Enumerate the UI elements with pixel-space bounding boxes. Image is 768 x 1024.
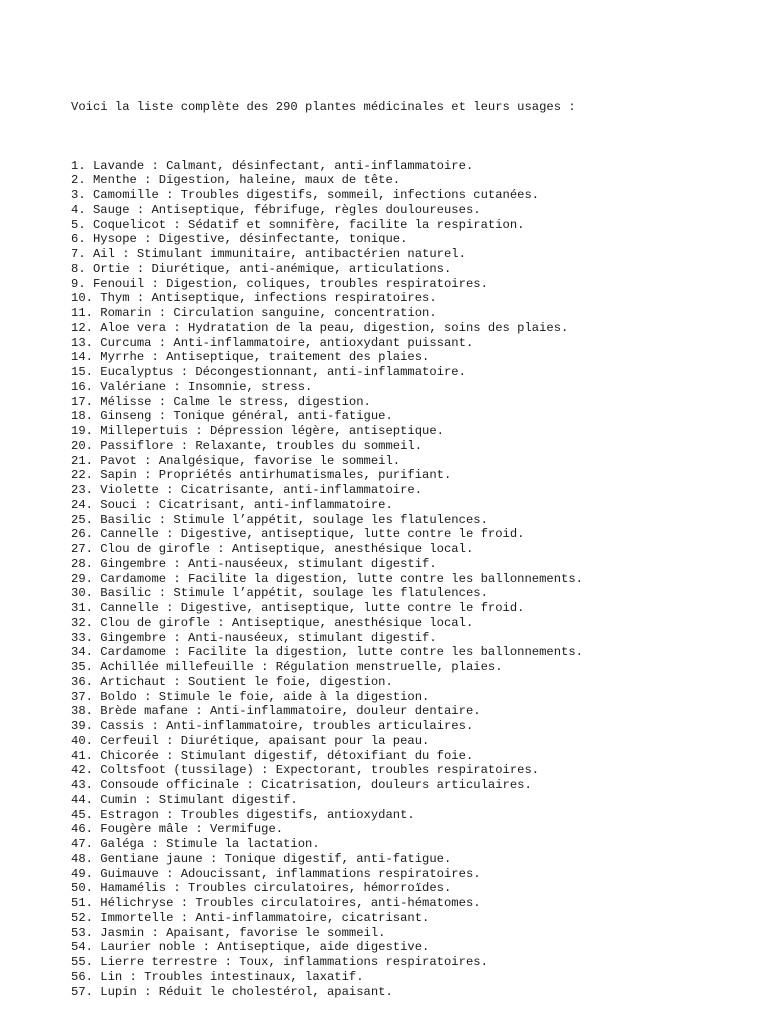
list-item: 2. Menthe : Digestion, haleine, maux de tête. [71, 173, 401, 188]
list-item: 50. Hamamélis : Troubles circulatoires, hémorroïdes. [71, 881, 452, 896]
list-item: 16. Valériane : Insomnie, stress. [71, 379, 313, 394]
list-item: 42. Coltsfoot (tussilage) : Expectorant, troubles respiratoires. [71, 763, 540, 778]
list-item: 20. Passiflore : Relaxante, troubles du sommeil. [71, 438, 423, 453]
list-item: 9. Fenouil : Digestion, coliques, troubles respiratoires. [71, 276, 488, 291]
list-item: 23. Violette : Cicatrisante, anti-inflammatoire. [71, 483, 423, 497]
list-item: 44. Cumin : Stimulant digestif. [71, 792, 298, 807]
list-item: 32. Clou de girofle : Antiseptique, anesthésique local. [71, 615, 474, 630]
list-item: 1. Lavande : Calmant, désinfectant, anti-inflammatoire. [71, 158, 474, 173]
list-item: 56. Lin : Troubles intestinaux, laxatif. [71, 969, 364, 984]
list-item: 14. Myrrhe : Antiseptique, traitement des plaies. [71, 350, 430, 365]
list-item: 55. Lierre terrestre : Toux, inflammations respiratoires. [71, 955, 488, 969]
list-item: 28. Gingembre : Anti-nauséeux, stimulant digestif. [71, 556, 437, 571]
list-item: 36. Artichaut : Soutient le foie, digestion. [71, 674, 393, 689]
list-item: 3. Camomille : Troubles digestifs, sommeil, infections cutanées. [71, 188, 540, 202]
plant-list [71, 159, 751, 1000]
list-item: 22. Sapin : Propriétés antirhumatismales, purifiant. [71, 468, 452, 483]
list-item: 33. Gingembre : Anti-nauséeux, stimulant digestif. [71, 630, 437, 645]
list-item: 7. Ail : Stimulant immunitaire, antibactérien naturel. [71, 247, 466, 261]
list-item: 31. Cannelle : Digestive, antiseptique, lutte contre le froid. [71, 601, 525, 615]
list-item: 18. Ginseng : Tonique général, anti-fatigue. [71, 409, 393, 424]
list-item: 35. Achillée millefeuille : Régulation menstruelle, plaies. [71, 660, 503, 674]
list-item: 10. Thym : Antiseptique, infections respiratoires. [71, 291, 437, 306]
list-item: 15. Eucalyptus : Décongestionnant, anti-inflammatoire. [71, 365, 466, 379]
list-item: 34. Cardamome : Facilite la digestion, lutte contre les ballonnements. [71, 645, 583, 660]
list-item: 46. Fougère mâle : Vermifuge. [71, 822, 284, 837]
list-item: 47. Galéga : Stimule la lactation. [71, 837, 320, 851]
intro-line: Voici la liste complète des 290 plantes médicinales et leurs usages : [71, 99, 576, 114]
list-item: 13. Curcuma : Anti-inflammatoire, antioxydant puissant. [71, 335, 474, 350]
list-item: 5. Coquelicot : Sédatif et somnifère, facilite la respiration. [71, 217, 525, 232]
list-item: 19. Millepertuis : Dépression légère, antiseptique. [71, 424, 444, 438]
list-item: 41. Chicorée : Stimulant digestif, détoxifiant du foie. [71, 748, 474, 763]
list-item: 54. Laurier noble : Antiseptique, aide digestive. [71, 940, 430, 955]
list-item: 43. Consoude officinale : Cicatrisation, douleurs articulaires. [71, 778, 532, 792]
list-item: 45. Estragon : Troubles digestifs, antioxydant. [71, 807, 415, 822]
list-item: 38. Brède mafane : Anti-inflammatoire, douleur dentaire. [71, 704, 481, 719]
list-item: 57. Lupin : Réduit le cholestérol, apaisant. [71, 984, 393, 999]
list-item: 4. Sauge : Antiseptique, fébrifuge, règles douloureuses. [71, 202, 481, 217]
list-item: 29. Cardamome : Facilite la digestion, lutte contre les ballonnements. [71, 571, 583, 586]
list-item: 12. Aloe vera : Hydratation de la peau, digestion, soins des plaies. [71, 320, 569, 335]
list-item: 24. Souci : Cicatrisant, anti-inflammatoire. [71, 497, 393, 512]
list-item: 51. Hélichryse : Troubles circulatoires, anti-hématomes. [71, 896, 481, 910]
list-item: 52. Immortelle : Anti-inflammatoire, cicatrisant. [71, 910, 430, 925]
list-item: 11. Romarin : Circulation sanguine, concentration. [71, 306, 437, 320]
document-page [71, 70, 751, 1014]
list-item: 49. Guimauve : Adoucissant, inflammations respiratoires. [71, 866, 481, 881]
list-item: 25. Basilic : Stimule l’appétit, soulage les flatulences. [71, 512, 488, 527]
list-item: 48. Gentiane jaune : Tonique digestif, anti-fatigue. [71, 851, 452, 866]
list-item: 27. Clou de girofle : Antiseptique, anesthésique local. [71, 542, 474, 556]
list-item: 39. Cassis : Anti-inflammatoire, troubles articulaires. [71, 719, 474, 733]
list-item: 6. Hysope : Digestive, désinfectante, tonique. [71, 232, 408, 247]
list-item: 53. Jasmin : Apaisant, favorise le sommeil. [71, 925, 386, 940]
list-item: 30. Basilic : Stimule l’appétit, soulage les flatulences. [71, 586, 488, 601]
list-item: 40. Cerfeuil : Diurétique, apaisant pour la peau. [71, 733, 430, 748]
list-item: 8. Ortie : Diurétique, anti-anémique, articulations. [71, 261, 452, 276]
list-item: 17. Mélisse : Calme le stress, digestion. [71, 394, 371, 409]
list-item: 37. Boldo : Stimule le foie, aide à la digestion. [71, 689, 430, 704]
list-item: 21. Pavot : Analgésique, favorise le sommeil. [71, 453, 401, 468]
list-item: 26. Cannelle : Digestive, antiseptique, lutte contre le froid. [71, 527, 525, 542]
